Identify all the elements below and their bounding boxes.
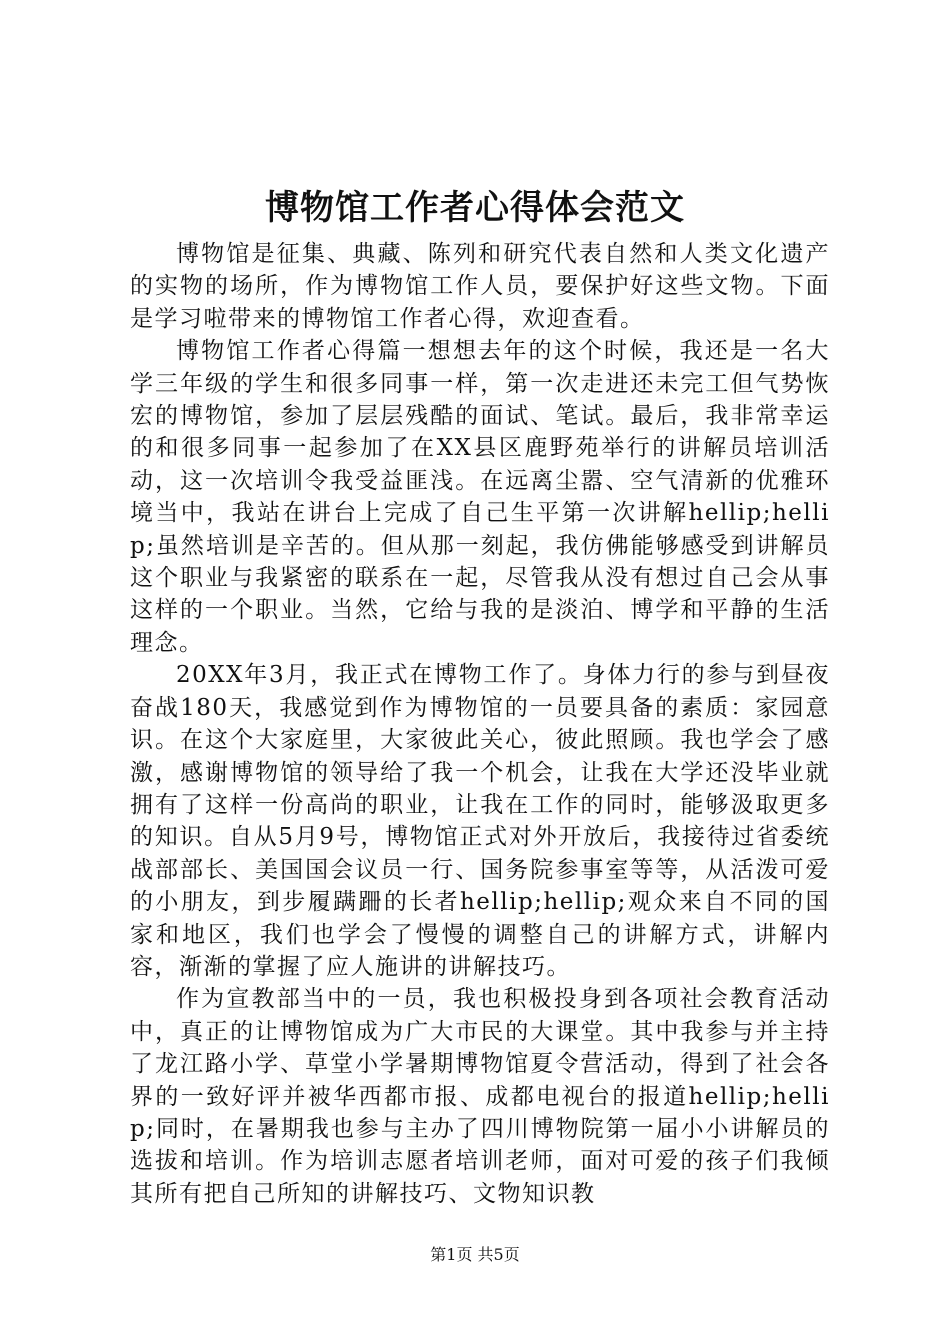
paragraph-work-start: 20XX年3月，我正式在博物工作了。身体力行的参与到昼夜奋战180天，我感觉到作为博物馆的一员要具备的素质：家园意识。在这个大家庭里，大家彼此关心，彼此照顾。我也学会了感激，感谢博物馆的领导给了我一个机会，让我在大学还没毕业就拥有了这样一份高尚的职业，让我在工作的同时，能够汲取更多的知识。自从5月9号，博物馆正式对外开放后，我接待过省委统战部部长、美国国会议员一行、国务院参事室等等，从活泼可爱的小朋友，到步履蹒跚的长者hellip;hellip;观众来自不同的国家和地区，我们也学会了慢慢的调整自己的讲解方式，讲解内容，渐渐的掌握了应人施讲的讲解技巧。	[130, 662, 830, 980]
document-body	[130, 238, 830, 1210]
paragraph-first-impression: 博物馆工作者心得篇一想想去年的这个时候，我还是一名大学三年级的学生和很多同事一样，第一次走进还未完工但气势恢宏的博物馆，参加了层层残酷的面试、笔试。最后，我非常幸运的和很多同事一起参加了在XX县区鹿野苑举行的讲解员培训活动，这一次培训令我受益匪浅。在远离尘嚣、空气清新的优雅环境当中，我站在讲台上完成了自己生平第一次讲解hellip;hellip;虽然培训是辛苦的。但从那一刻起，我仿佛能够感受到讲解员这个职业与我紧密的联系在一起，尽管我从没有想过自己会从事这样的一个职业。当然，它给与我的是淡泊、博学和平静的生活理念。	[130, 338, 830, 656]
page-number-footer: 第1页 共5页	[430, 1245, 520, 1264]
document-title: 博物馆工作者心得体会范文	[265, 188, 685, 228]
paragraph-intro: 博物馆是征集、典藏、陈列和研究代表自然和人类文化遗产的实物的场所，作为博物馆工作人员，要保护好这些文物。下面是学习啦带来的博物馆工作者心得，欢迎查看。	[130, 241, 830, 332]
paragraph-education-activities: 作为宣教部当中的一员，我也积极投身到各项社会教育活动中，真正的让博物馆成为广大市民的大课堂。其中我参与并主持了龙江路小学、草堂小学暑期博物馆夏令营活动，得到了社会各界的一致好评并被华西都市报、成都电视台的报道hellip;hellip;同时，在暑期我也参与主办了四川博物院第一届小小讲解员的选拔和培训。作为培训志愿者培训老师，面对可爱的孩子们我倾其所有把自己所知的讲解技巧、文物知识教	[130, 986, 830, 1207]
